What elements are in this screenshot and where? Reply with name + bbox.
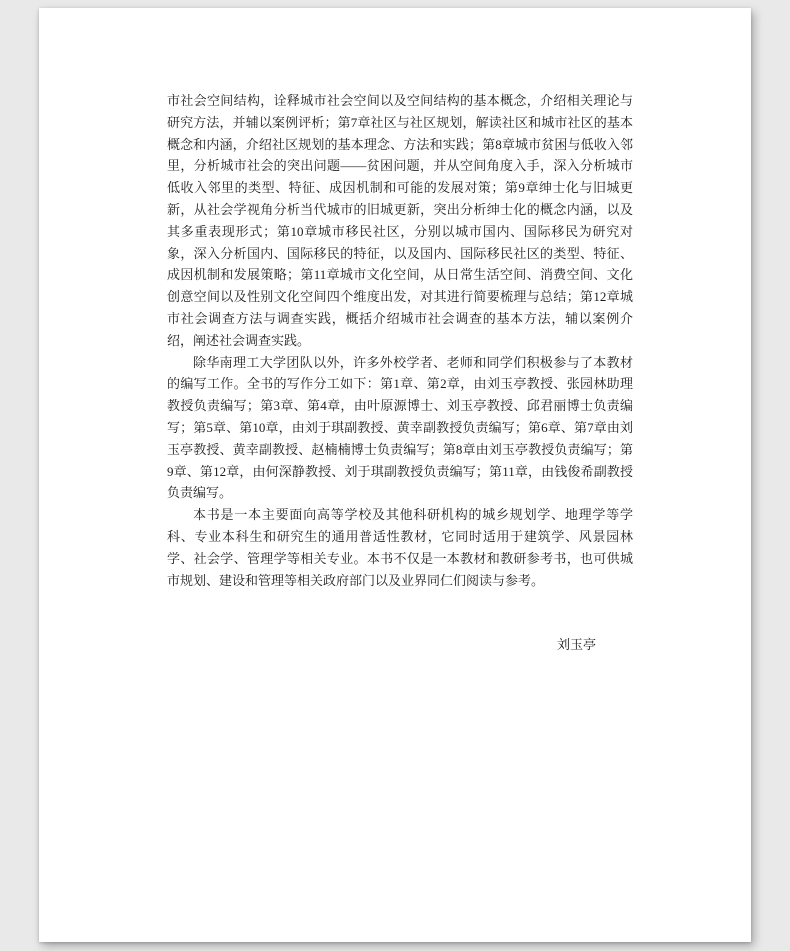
paragraph-intended-audience: 本书是一本主要面向高等学校及其他科研机构的城乡规划学、地理学等学科、专业本科生和研究生的通用普适性教材，它同时适用于建筑学、风景园林学、社会学、管理学等相关专业。本书不仅是一本教材和教研参考书，也可供城市规划、建设和管理等相关政府部门以及业界同仁们阅读与参考。: [167, 507, 633, 588]
paragraph-chapter-overview: 市社会空间结构，诠释城市社会空间以及空间结构的基本概念，介绍相关理论与研究方法，并辅以案例评析；第7章社区与社区规划，解读社区和城市社区的基本概念和内涵，介绍社区规划的基本理念、方法和实践；第8章城市贫困与低收入邻里，分析城市社会的突出问题——贫困问题，并从空间角度入手，深入分析城市低收入邻里的类型、特征、成因机制和可能的发展对策；第9章绅士化与旧城更新，从社会学视角分析当代城市的旧城更新，突出分析绅士化的概念内涵，以及其多重表现形式；第10章城市移民社区，分别以城市国内、国际移民为研究对象，深入分析国内、国际移民的特征，以及国内、国际移民社区的类型、特征、成因机制和发展策略；第11章城市文化空间，从日常生活空间、消费空间、文化创意空间以及性别文化空间四个维度出发，对其进行简要梳理与总结；第12章城市社会调查方法与调查实践，概括介绍城市社会调查的基本方法，辅以案例介绍，阐述社会调查实践。: [167, 93, 633, 348]
page-body-text: [167, 90, 633, 656]
paragraph-author-contributions: 除华南理工大学团队以外，许多外校学者、老师和同学们积极参与了本教材的编写工作。全书的写作分工如下：第1章、第2章，由刘玉亭教授、张园林助理教授负责编写；第3章、第4章，由叶原源博士、刘玉亭教授、邱君丽博士负责编写；第5章、第10章，由刘于琪副教授、黄幸副教授负责编写；第6章、第7章由刘玉亭教授、黄幸副教授、赵楠楠博士负责编写；第8章由刘玉亭教授负责编写；第9章、第12章，由何深静教授、刘于琪副教授负责编写；第11章，由钱俊希副教授负责编写。: [167, 354, 633, 501]
document-page: [39, 8, 751, 942]
author-signature: 刘玉亭: [556, 637, 596, 653]
